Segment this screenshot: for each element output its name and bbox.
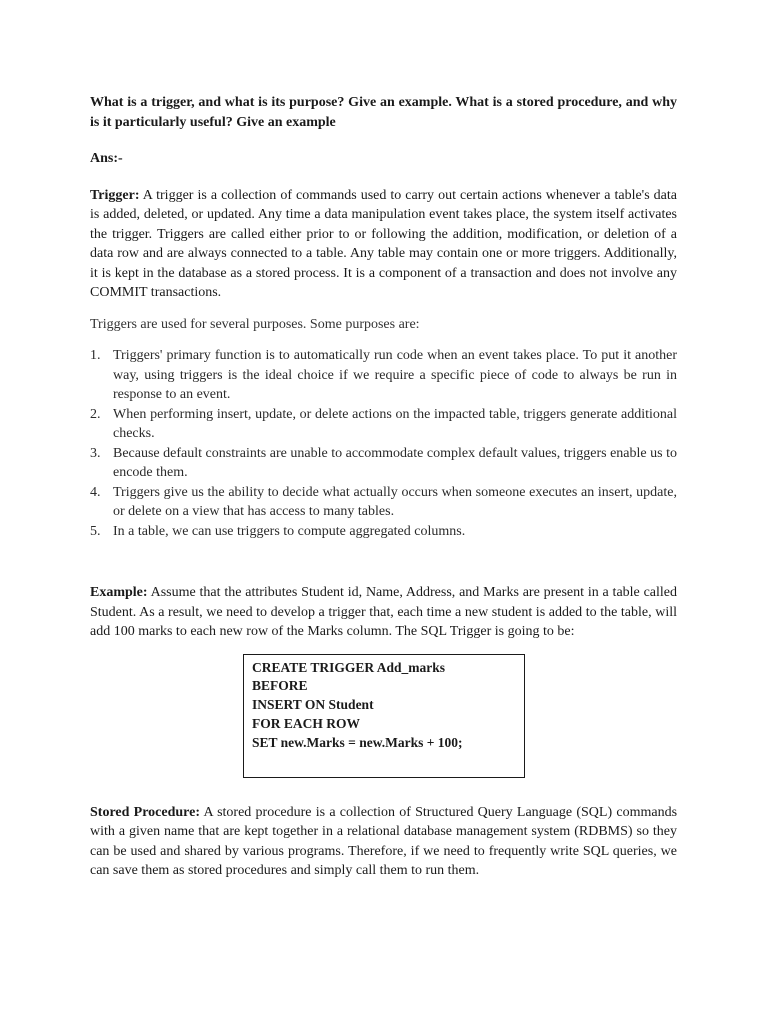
- list-item-text: Triggers give us the ability to decide what actually occurs when someone executes an insert, update, or delete on a view that has access to many tables.: [113, 484, 677, 519]
- trigger-paragraph: [90, 186, 677, 303]
- section-spacer: [90, 778, 677, 803]
- list-item-number: 3.: [90, 445, 101, 461]
- sql-code-box: [243, 654, 525, 778]
- stored-procedure-term: Stored Procedure:: [90, 804, 201, 820]
- list-item-number: 2.: [90, 406, 101, 422]
- list-item: [90, 522, 677, 542]
- list-item: [90, 483, 677, 522]
- trigger-term: Trigger:: [90, 187, 140, 203]
- list-item-text: In a table, we can use triggers to compute aggregated columns.: [113, 523, 466, 539]
- list-item: [90, 346, 677, 405]
- section-spacer: [90, 541, 677, 583]
- purposes-intro: Triggers are used for several purposes. Some purposes are:: [90, 316, 420, 332]
- code-line: INSERT ON Student: [252, 697, 374, 713]
- code-line: BEFORE: [252, 678, 308, 694]
- stored-procedure-paragraph: [90, 803, 677, 881]
- list-item-number: 5.: [90, 523, 101, 539]
- question-heading: What is a trigger, and what is its purpose? Give an example. What is a stored procedure, and why is it particularly useful? Give an example: [90, 95, 677, 130]
- code-line: FOR EACH ROW: [252, 715, 360, 731]
- purposes-list: [90, 346, 677, 541]
- list-item-text: Because default constraints are unable to accommodate complex default values, triggers enable us to encode them.: [113, 445, 677, 480]
- list-item-text: When performing insert, update, or delete actions on the impacted table, triggers generate additional checks.: [113, 406, 677, 441]
- list-item: [90, 444, 677, 483]
- list-item: [90, 405, 677, 444]
- stored-procedure-text: A stored procedure is a collection of Structured Query Language (SQL) commands with a given name that are kept together in a relational database management system (RDBMS) so they can be used and shared by various programs. Therefore, if we need to frequently write SQL queries, we can save them as stored procedures and simply call them to run them.: [90, 804, 678, 878]
- code-line: CREATE TRIGGER Add_marks: [252, 659, 446, 675]
- list-item-number: 1.: [90, 348, 101, 363]
- document-body: [90, 93, 677, 881]
- code-line: SET new.Marks = new.Marks + 100;: [252, 734, 463, 750]
- trigger-definition: A trigger is a collection of commands used to carry out certain actions whenever a table's data is added, deleted, or updated. Any time a data manipulation event takes place, the system itself activates the trigger. Triggers are called either prior to or following the addition, modification, or deletion of a data row and are always connected to a table. Any table may contain one or more triggers. Additionally, it is kept in the database as a stored process. It is a component of a transaction and does not involve any COMMIT transactions.: [90, 187, 678, 300]
- example-paragraph: [90, 583, 677, 642]
- list-item-number: 4.: [90, 484, 101, 500]
- list-item-text: Triggers' primary function is to automatically run code when an event takes place. To put it another way, using triggers is the ideal choice if we require a specific piece of code to always be run in response to an event.: [113, 348, 677, 402]
- example-text: Assume that the attributes Student id, Name, Address, and Marks are present in a table called Student. As a result, we need to develop a trigger that, each time a new student is added to the table, will add 100 marks to each new row of the Marks column. The SQL Trigger is going to be:: [90, 585, 677, 639]
- example-term: Example:: [90, 585, 148, 600]
- answer-label: Ans:-: [90, 151, 123, 166]
